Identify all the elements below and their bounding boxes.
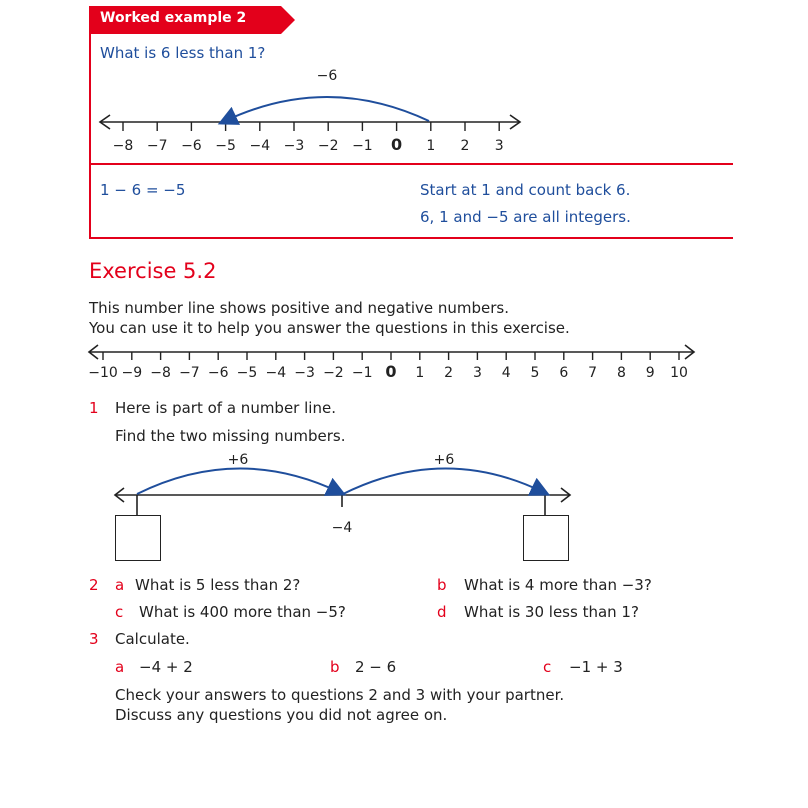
q1-text: Here is part of a number line. bbox=[115, 399, 336, 417]
worked-tick-label: 3 bbox=[494, 138, 504, 154]
worked-note-2: 6, 1 and −5 are all integers. bbox=[420, 208, 631, 226]
q1-arc-label-2: +6 bbox=[433, 452, 455, 468]
q2-a-text: What is 5 less than 2? bbox=[135, 576, 301, 594]
q2-a-letter: a bbox=[115, 576, 125, 594]
q3-number: 3 bbox=[89, 630, 99, 648]
q2-b-text: What is 4 more than −3? bbox=[464, 576, 652, 594]
exercise-tick-label: 9 bbox=[645, 365, 655, 381]
worked-tick-label: −2 bbox=[317, 138, 339, 154]
exercise-tick-label: 8 bbox=[616, 365, 626, 381]
worked-tick-label: −5 bbox=[215, 138, 236, 154]
worked-tick-label: −7 bbox=[146, 138, 168, 154]
worked-jump-arc bbox=[225, 97, 429, 121]
worked-equation: 1 − 6 = −5 bbox=[100, 181, 186, 199]
q3-a-letter: a bbox=[115, 658, 125, 676]
exercise-title: Exercise 5.2 bbox=[89, 259, 217, 283]
q1-mid-label: −4 bbox=[331, 520, 353, 536]
q3-text: Calculate. bbox=[115, 630, 190, 648]
exercise-tick-label: −4 bbox=[265, 365, 287, 381]
exercise-tick-label: 2 bbox=[444, 365, 454, 381]
exercise-tick-label: −3 bbox=[294, 365, 315, 381]
exercise-tick-label: 7 bbox=[588, 365, 598, 381]
worked-tick-label: 0 bbox=[391, 135, 403, 154]
q2-d-text: What is 30 less than 1? bbox=[464, 603, 639, 621]
exercise-tick-label: −2 bbox=[323, 365, 344, 381]
exercise-tick-label: 1 bbox=[415, 365, 425, 381]
q2-c-letter: c bbox=[115, 603, 124, 621]
q3-check-2: Discuss any questions you did not agree on. bbox=[115, 706, 448, 724]
exercise-tick-label: 6 bbox=[559, 365, 569, 381]
worked-tick-label: 2 bbox=[460, 138, 470, 154]
worked-example-title: Worked example 2 bbox=[100, 10, 247, 26]
worked-tick-label: −6 bbox=[181, 138, 202, 154]
worked-tick-label: −4 bbox=[249, 138, 271, 154]
worked-tick-label: −3 bbox=[283, 138, 305, 154]
worked-tick-label: −1 bbox=[352, 138, 373, 154]
q3-c-letter: c bbox=[543, 658, 552, 676]
exercise-tick-label: −7 bbox=[179, 365, 200, 381]
worked-tick-label: 1 bbox=[426, 138, 436, 154]
exercise-tick-label: 5 bbox=[530, 365, 540, 381]
q3-check-1: Check your answers to questions 2 and 3 with your partner. bbox=[115, 686, 565, 704]
exercise-intro-1: This number line shows positive and negative numbers. bbox=[89, 299, 510, 317]
q3-c-text: −1 + 3 bbox=[569, 658, 623, 676]
exercise-tick-label: −6 bbox=[207, 365, 229, 381]
q3-b-letter: b bbox=[330, 658, 340, 676]
q2-number: 2 bbox=[89, 576, 99, 594]
q2-c-text: What is 400 more than −5? bbox=[139, 603, 346, 621]
q1-jump-arc-2 bbox=[343, 468, 543, 494]
q1-answer-box-right[interactable] bbox=[523, 515, 569, 561]
worked-question: What is 6 less than 1? bbox=[100, 44, 266, 62]
exercise-number-line bbox=[0, 335, 808, 385]
exercise-tick-label: −9 bbox=[121, 365, 143, 381]
exercise-intro-2: You can use it to help you answer the questions in this exercise. bbox=[89, 319, 570, 337]
exercise-tick-label: −8 bbox=[150, 365, 171, 381]
exercise-tick-label: −5 bbox=[236, 365, 258, 381]
exercise-tick-label: 3 bbox=[472, 365, 482, 381]
exercise-tick-label: 10 bbox=[670, 365, 688, 381]
q1-text-2: Find the two missing numbers. bbox=[115, 427, 346, 445]
q1-number: 1 bbox=[89, 399, 99, 417]
q3-b-text: 2 − 6 bbox=[355, 658, 397, 676]
q2-b-letter: b bbox=[437, 576, 447, 594]
worked-arc-label: −6 bbox=[316, 68, 338, 84]
exercise-tick-label: 0 bbox=[385, 362, 397, 381]
worked-note-1: Start at 1 and count back 6. bbox=[420, 181, 631, 199]
worked-solution-frame bbox=[89, 163, 733, 239]
q3-a-text: −4 + 2 bbox=[139, 658, 193, 676]
q1-jump-arc-1 bbox=[137, 468, 339, 494]
exercise-tick-label: −1 bbox=[351, 365, 373, 381]
q2-d-letter: d bbox=[437, 603, 447, 621]
worked-tick-label: −8 bbox=[112, 138, 134, 154]
q1-arc-label-1: +6 bbox=[227, 452, 249, 468]
worked-number-line bbox=[0, 0, 808, 170]
exercise-tick-label: −10 bbox=[88, 365, 118, 381]
exercise-tick-label: 4 bbox=[501, 365, 511, 381]
q1-answer-box-left[interactable] bbox=[115, 515, 161, 561]
